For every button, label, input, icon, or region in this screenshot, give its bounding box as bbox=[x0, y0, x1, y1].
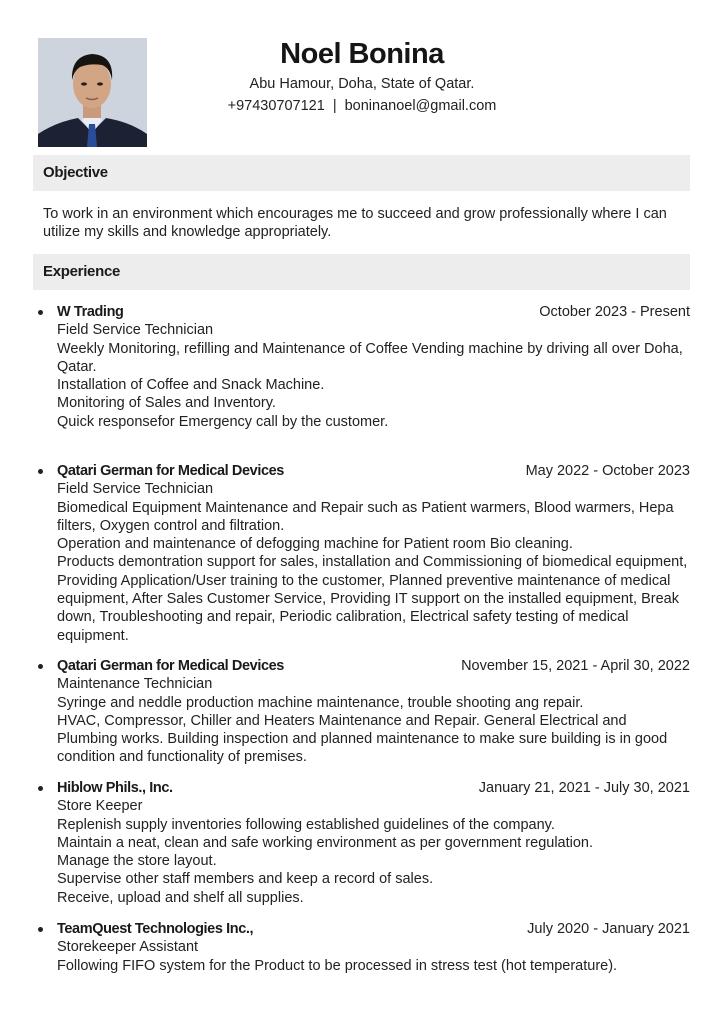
bullet bbox=[38, 927, 43, 932]
job-duty: Weekly Monitoring, refilling and Maintenance of Coffee Vending machine by driving all over Doha, Qatar. bbox=[57, 340, 683, 375]
employment-dates: January 21, 2021 - July 30, 2021 bbox=[478, 780, 690, 796]
job-title: Storekeeper Assistant bbox=[57, 939, 199, 956]
job-duty: Operation and maintenance of defogging machine for Patient room Bio cleaning. bbox=[57, 536, 573, 553]
job-title: Field Service Technician bbox=[57, 322, 214, 339]
job-duty: Following FIFO system for the Product to be processed in stress test (hot temperature). bbox=[57, 957, 618, 974]
employment-dates: May 2022 - October 2023 bbox=[525, 463, 690, 479]
experience-heading: Experience bbox=[33, 254, 690, 290]
job-duty: HVAC, Compressor, Chiller and Heaters Maintenance and Repair. General Electrical and Plumbing works. Building inspection and planned maintenance to make sure building is in good condition and functionality of premises. bbox=[57, 712, 668, 766]
job-entry bbox=[38, 920, 690, 975]
job-entry bbox=[38, 303, 690, 431]
company-name: Qatari German for Medical Devices bbox=[57, 658, 284, 674]
job-duty: Receive, upload and shelf all supplies. bbox=[57, 889, 304, 906]
job-duty: Replenish supply inventories following established guidelines of the company. bbox=[57, 816, 555, 833]
job-title: Field Service Technician bbox=[57, 481, 214, 498]
job-duty: Supervise other staff members and keep a record of sales. bbox=[57, 871, 434, 888]
resume-header bbox=[0, 0, 724, 150]
bullet bbox=[38, 310, 43, 315]
job-entry bbox=[38, 657, 690, 767]
job-duty: Quick responsefor Emergency call by the customer. bbox=[57, 413, 389, 430]
job-duty: Products demontration support for sales, installation and Commissioning of biomedical equipment, Providing Application/User training to the customer, Planned preventive maintenance of medical equipment, After Sales Customer Service, Providing IT support on the installed equipment, Break down, Troubleshooting and repair, Periodic calibration, Electrical safety testing of medical equipment. bbox=[57, 554, 688, 644]
job-duty: Manage the store layout. bbox=[57, 853, 217, 870]
company-name: Hiblow Phils., Inc. bbox=[57, 780, 173, 796]
bullet bbox=[38, 469, 43, 474]
job-duty: Syringe and neddle production machine maintenance, trouble shooting ang repair. bbox=[57, 694, 584, 711]
job-entry bbox=[38, 462, 690, 645]
contact-separator: | bbox=[332, 98, 337, 114]
bullet bbox=[38, 664, 43, 669]
job-duty: Installation of Coffee and Snack Machine. bbox=[57, 377, 325, 394]
bullet bbox=[38, 786, 43, 791]
address: Abu Hamour, Doha, State of Qatar. bbox=[249, 76, 475, 92]
company-name: Qatari German for Medical Devices bbox=[57, 463, 284, 479]
company-name: TeamQuest Technologies Inc., bbox=[57, 921, 254, 937]
email-address: boninanoel@gmail.com bbox=[344, 98, 497, 114]
job-title: Maintenance Technician bbox=[57, 676, 213, 693]
job-duty: Monitoring of Sales and Inventory. bbox=[57, 395, 276, 412]
employment-dates: July 2020 - January 2021 bbox=[527, 921, 690, 937]
objective-text: To work in an environment which encourages me to succeed and grow professionally where I can utilize my skills and knowledge appropriately. bbox=[43, 206, 667, 241]
contact-line bbox=[0, 98, 724, 114]
candidate-name: Noel Bonina bbox=[280, 38, 444, 70]
job-title: Store Keeper bbox=[57, 798, 143, 815]
employment-dates: October 2023 - Present bbox=[539, 304, 690, 320]
job-duty: Biomedical Equipment Maintenance and Repair such as Patient warmers, Blood warmers, Hepa filters, Oxygen control and filtration. bbox=[57, 499, 674, 534]
phone-number: +97430707121 bbox=[227, 98, 325, 114]
employment-dates: November 15, 2021 - April 30, 2022 bbox=[461, 658, 690, 674]
company-name: W Trading bbox=[57, 304, 124, 320]
job-duty: Maintain a neat, clean and safe working environment as per government regulation. bbox=[57, 834, 594, 851]
job-entry bbox=[38, 779, 690, 907]
objective-heading: Objective bbox=[33, 155, 690, 191]
